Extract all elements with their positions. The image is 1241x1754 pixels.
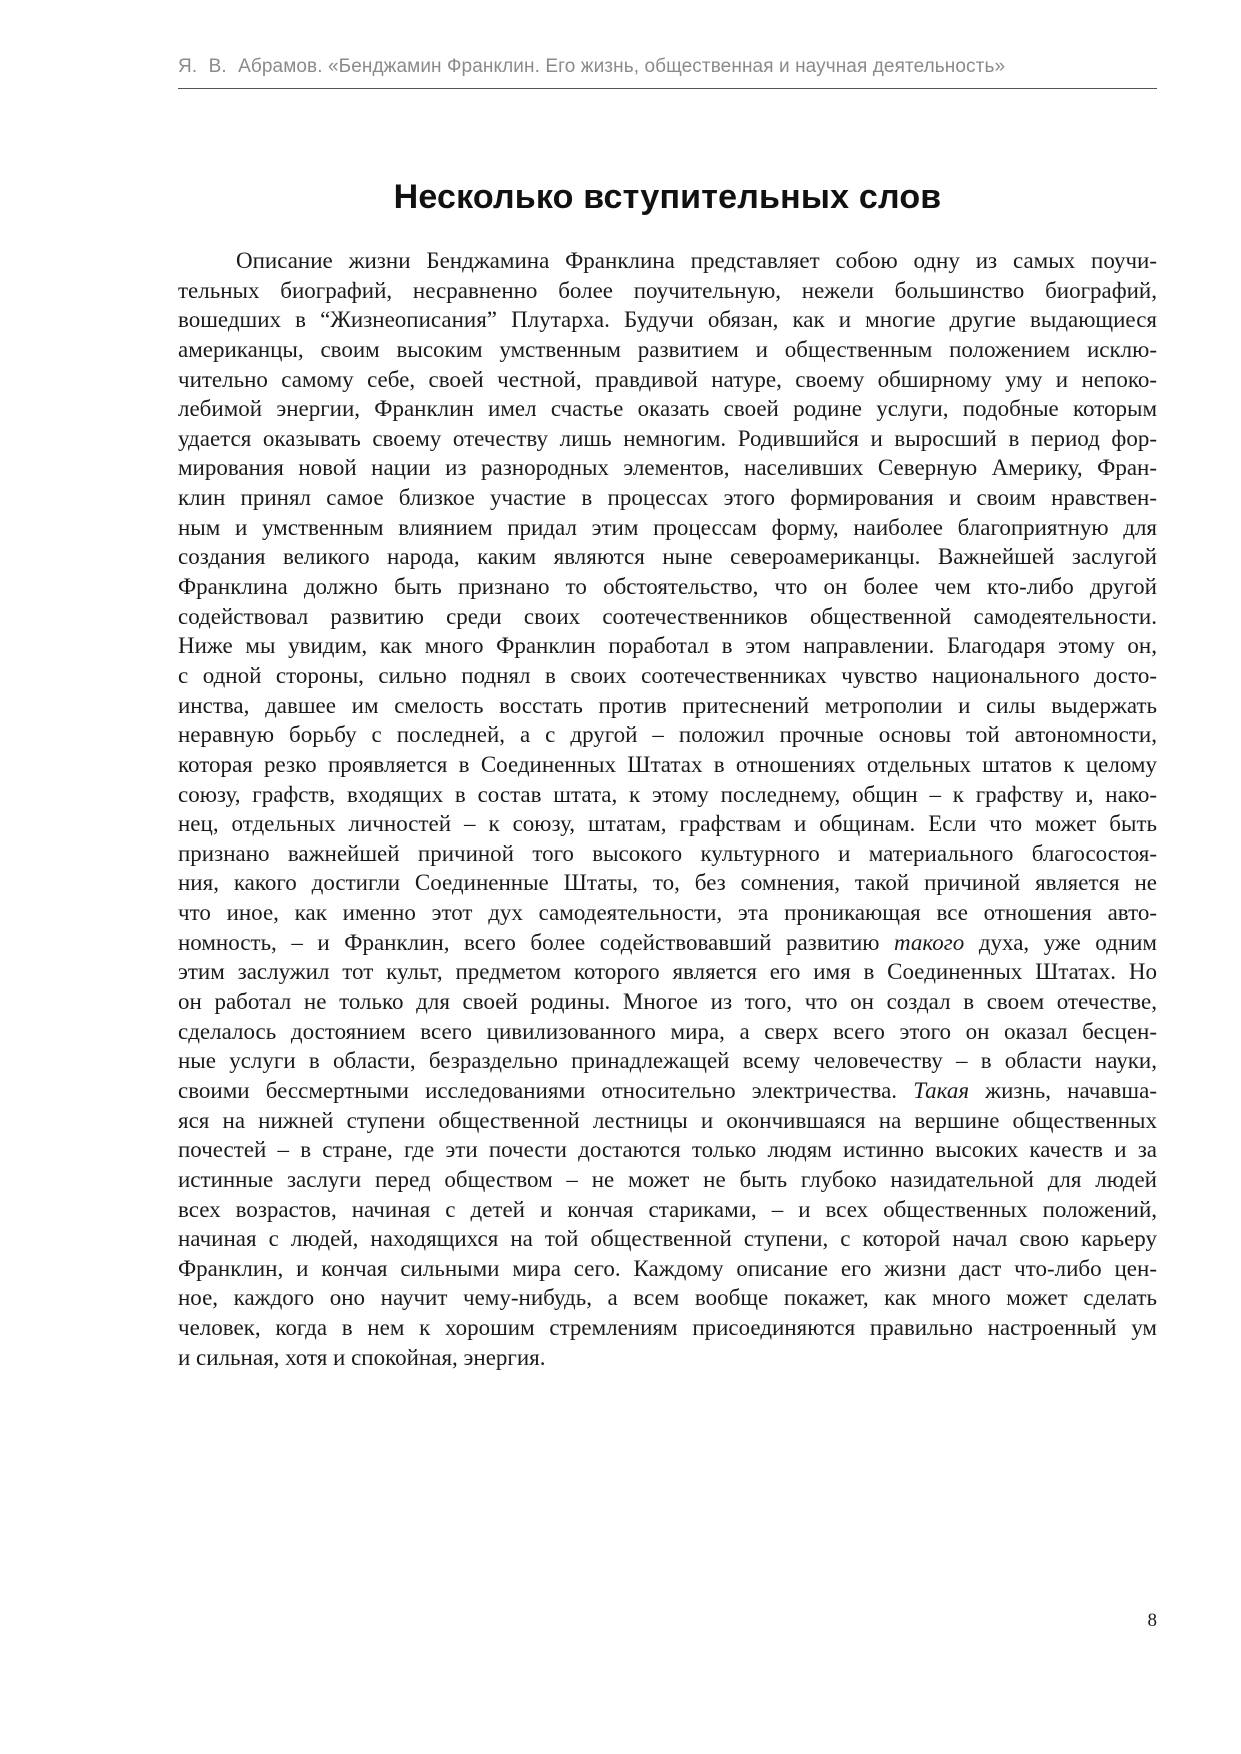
body-line: Франклин, и кончая сильными мира сего. Каждому описание его жизни даст что-либо цен- — [178, 1255, 1157, 1281]
body-line-with-emphasis — [178, 928, 1157, 958]
body-line: мирования новой нации из разнородных элементов, населивших Северную Америку, Фран- — [178, 455, 1157, 481]
body-line-with-emphasis — [178, 1076, 1157, 1106]
body-line: всех возрастов, начиная с детей и кончая стариками, – и всех общественных положений, — [178, 1196, 1157, 1222]
text-run: духа, уже одним — [964, 929, 1157, 955]
body-line: создания великого народа, каким являются ныне североамериканцы. Важнейшей заслугой — [178, 544, 1157, 570]
body-line: инства, давшее им смелость восстать против притеснений метрополии и силы выдержать — [178, 692, 1157, 718]
body-line: сделалось достоянием всего цивилизованного мира, а сверх всего этого он оказал бесцен- — [178, 1018, 1157, 1044]
header-book-title: «Бенджамин Франклин. Его жизнь, общественная и научная деятельность» — [328, 56, 1006, 77]
body-line: неравную борьбу с последней, а с другой – положил прочные основы той автономности, — [178, 722, 1157, 748]
body-line: чительно самому себе, своей честной, правдивой натуре, своему обширному уму и непоко- — [178, 366, 1157, 392]
body-line: почестей – в стране, где эти почести достаются только людям истинно высоких качеств и за — [178, 1137, 1157, 1163]
running-header — [178, 56, 1157, 78]
body-line: тельных биографий, несравненно более поучительную, нежели большинство биографий, — [178, 277, 1157, 303]
body-line: истинные заслуги перед обществом – не может не быть глубоко назидательной для людей — [178, 1166, 1157, 1192]
body-line: и сильная, хотя и спокойная, энергия. — [178, 1344, 546, 1370]
body-text — [178, 246, 1157, 1372]
header-rule — [178, 88, 1157, 89]
body-line: начиная с людей, находящихся на той общественной ступени, с которой начал свою карьеру — [178, 1226, 1157, 1252]
body-line: человек, когда в нем к хорошим стремлениям присоединяются правильно настроенный ум — [178, 1315, 1157, 1341]
body-line: союзу, графств, входящих в состав штата, к этому последнему, общин – к графству и, нако- — [178, 781, 1157, 807]
body-line: ния, какого достигли Соединенные Штаты, то, без сомнения, такой причиной является не — [178, 870, 1157, 896]
text-run: своими бессмертными исследованиями относительно электричества. — [178, 1077, 914, 1103]
body-line: яся на нижней ступени общественной лестницы и окончившаяся на вершине общественных — [178, 1107, 1157, 1133]
body-line: которая резко проявляется в Соединенных Штатах в отношениях отдельных штатов к целому — [178, 751, 1157, 777]
body-line: Франклина должно быть признано то обстоятельство, что он более чем кто-либо другой — [178, 574, 1157, 600]
text-run: номность, – и Франклин, всего более содействовавший развитию — [178, 929, 895, 955]
body-line: содействовал развитию среди своих соотечественников общественной самодеятельности. — [178, 603, 1157, 629]
body-line: Описание жизни Бенджамина Франклина представляет собою одну из самых поучи- — [236, 248, 1157, 273]
page-number: 8 — [1147, 1610, 1157, 1631]
emphasis-text: Такая — [913, 1077, 970, 1103]
body-line: с одной стороны, сильно поднял в своих соотечественниках чувство национального досто- — [178, 662, 1157, 688]
body-line: он работал не только для своей родины. Многое из того, что он создал в своем отечестве, — [178, 989, 1157, 1015]
chapter-title: Несколько вступительных слов — [393, 178, 942, 216]
body-line: вошедших в “Жизнеописания” Плутарха. Будучи обязан, как и многие другие выдающиеся — [178, 307, 1157, 333]
body-line: нец, отдельных личностей – к союзу, штатам, графствам и общинам. Если что может быть — [178, 811, 1157, 837]
body-line: ным и умственным влиянием придал этим процессам форму, наиболее благоприятную для — [178, 514, 1157, 540]
body-line: американцы, своим высоким умственным развитием и общественным положением исклю- — [178, 336, 1157, 362]
text-run: жизнь, начавша- — [969, 1077, 1157, 1103]
emphasis-text: такого — [894, 929, 965, 955]
body-line: клин принял самое близкое участие в процессах этого формирования и своим нравствен- — [178, 485, 1157, 511]
body-line: лебимой энергии, Франклин имел счастье оказать своей родине услуги, подобные которым — [178, 396, 1157, 422]
body-line: ное, каждого оно научит чему-нибудь, а всем вообще покажет, как много может сделать — [178, 1285, 1157, 1311]
body-line: Ниже мы увидим, как много Франклин поработал в этом направлении. Благодаря этому он, — [178, 633, 1157, 659]
body-line: что иное, как именно этот дух самодеятельности, эта проникающая все отношения авто- — [178, 900, 1157, 926]
body-line: признано важнейшей причиной того высокого культурного и материального благосостоя- — [178, 840, 1157, 866]
body-line: удается оказывать своему отечеству лишь немногим. Родившийся и выросший в период фор- — [178, 425, 1157, 451]
body-line: этим заслужил тот культ, предметом которого является его имя в Соединенных Штатах. Но — [178, 959, 1157, 985]
header-author: Я. В. Абрамов. — [178, 56, 323, 77]
body-line: ные услуги в области, безраздельно принадлежащей всему человечеству – в области науки, — [178, 1048, 1157, 1074]
